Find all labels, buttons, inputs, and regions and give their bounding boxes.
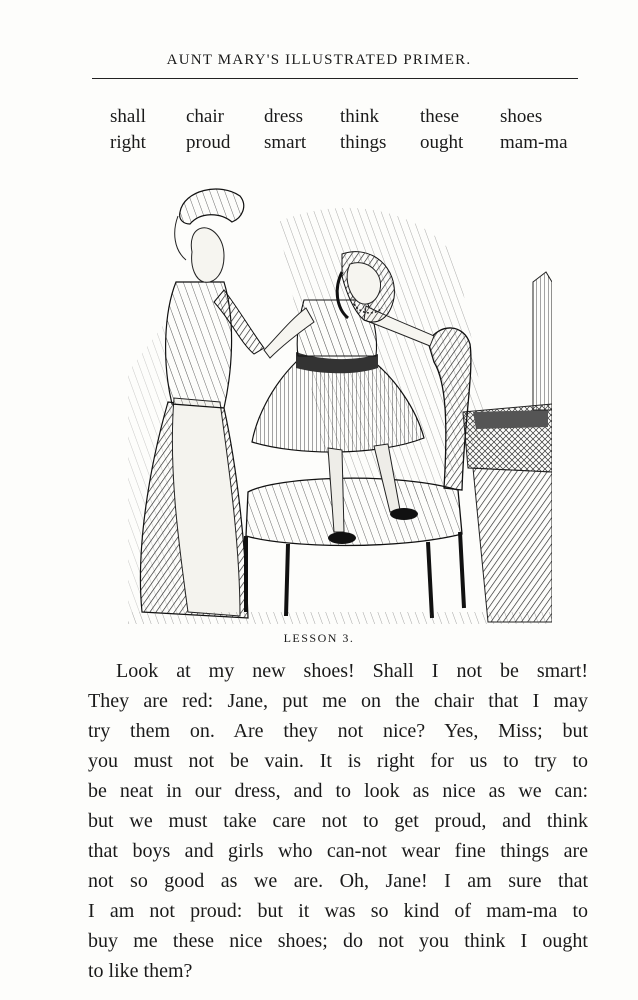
vocab-word: shoes bbox=[500, 106, 543, 127]
engraving-woman-dressing-girl-on-chair-icon bbox=[128, 172, 552, 624]
head-rule bbox=[92, 78, 578, 79]
vocab-word: dress bbox=[264, 106, 304, 127]
lesson-text bbox=[88, 656, 588, 986]
lesson-line: be neat in our dress, and to look as nice as we can: bbox=[88, 780, 588, 802]
vocab-word: mam-ma bbox=[500, 132, 568, 153]
lesson-line: try them on. Are they not nice? Yes, Miss; but bbox=[88, 720, 588, 742]
vocabulary-row bbox=[110, 104, 600, 130]
lesson-line: but we must take care not to get proud, and think bbox=[88, 810, 588, 832]
vocab-word: smart bbox=[264, 132, 307, 153]
vocab-word: proud bbox=[186, 132, 231, 153]
lesson-line: I am not proud: but it was so kind of mam-ma to bbox=[88, 900, 588, 922]
vocab-word: things bbox=[340, 132, 387, 153]
running-head: AUNT MARY'S ILLUSTRATED PRIMER. bbox=[166, 52, 472, 68]
lesson-line: that boys and girls who can-not wear fine things are bbox=[88, 840, 588, 862]
vocabulary-row bbox=[110, 130, 600, 156]
vocab-word: shall bbox=[110, 106, 146, 127]
lesson-heading: LESSON 3. bbox=[283, 631, 355, 645]
vocab-word: these bbox=[420, 106, 460, 127]
vocab-word: chair bbox=[186, 106, 224, 127]
lesson-line: to like them? bbox=[88, 960, 193, 982]
lesson-line: buy me these nice shoes; do not you think I ought bbox=[88, 930, 588, 952]
vocab-word: right bbox=[110, 132, 146, 153]
lesson-line: They are red: Jane, put me on the chair that I may bbox=[88, 690, 588, 712]
lesson-line: you must not be vain. It is right for us to try to bbox=[88, 750, 588, 772]
vocab-word: think bbox=[340, 106, 380, 127]
vocab-word: ought bbox=[420, 132, 464, 153]
lesson-line: not so good as we are. Oh, Jane! I am sure that bbox=[88, 870, 588, 892]
vocabulary-list bbox=[110, 104, 600, 156]
lesson-line: Look at my new shoes! Shall I not be smart! bbox=[116, 660, 588, 682]
